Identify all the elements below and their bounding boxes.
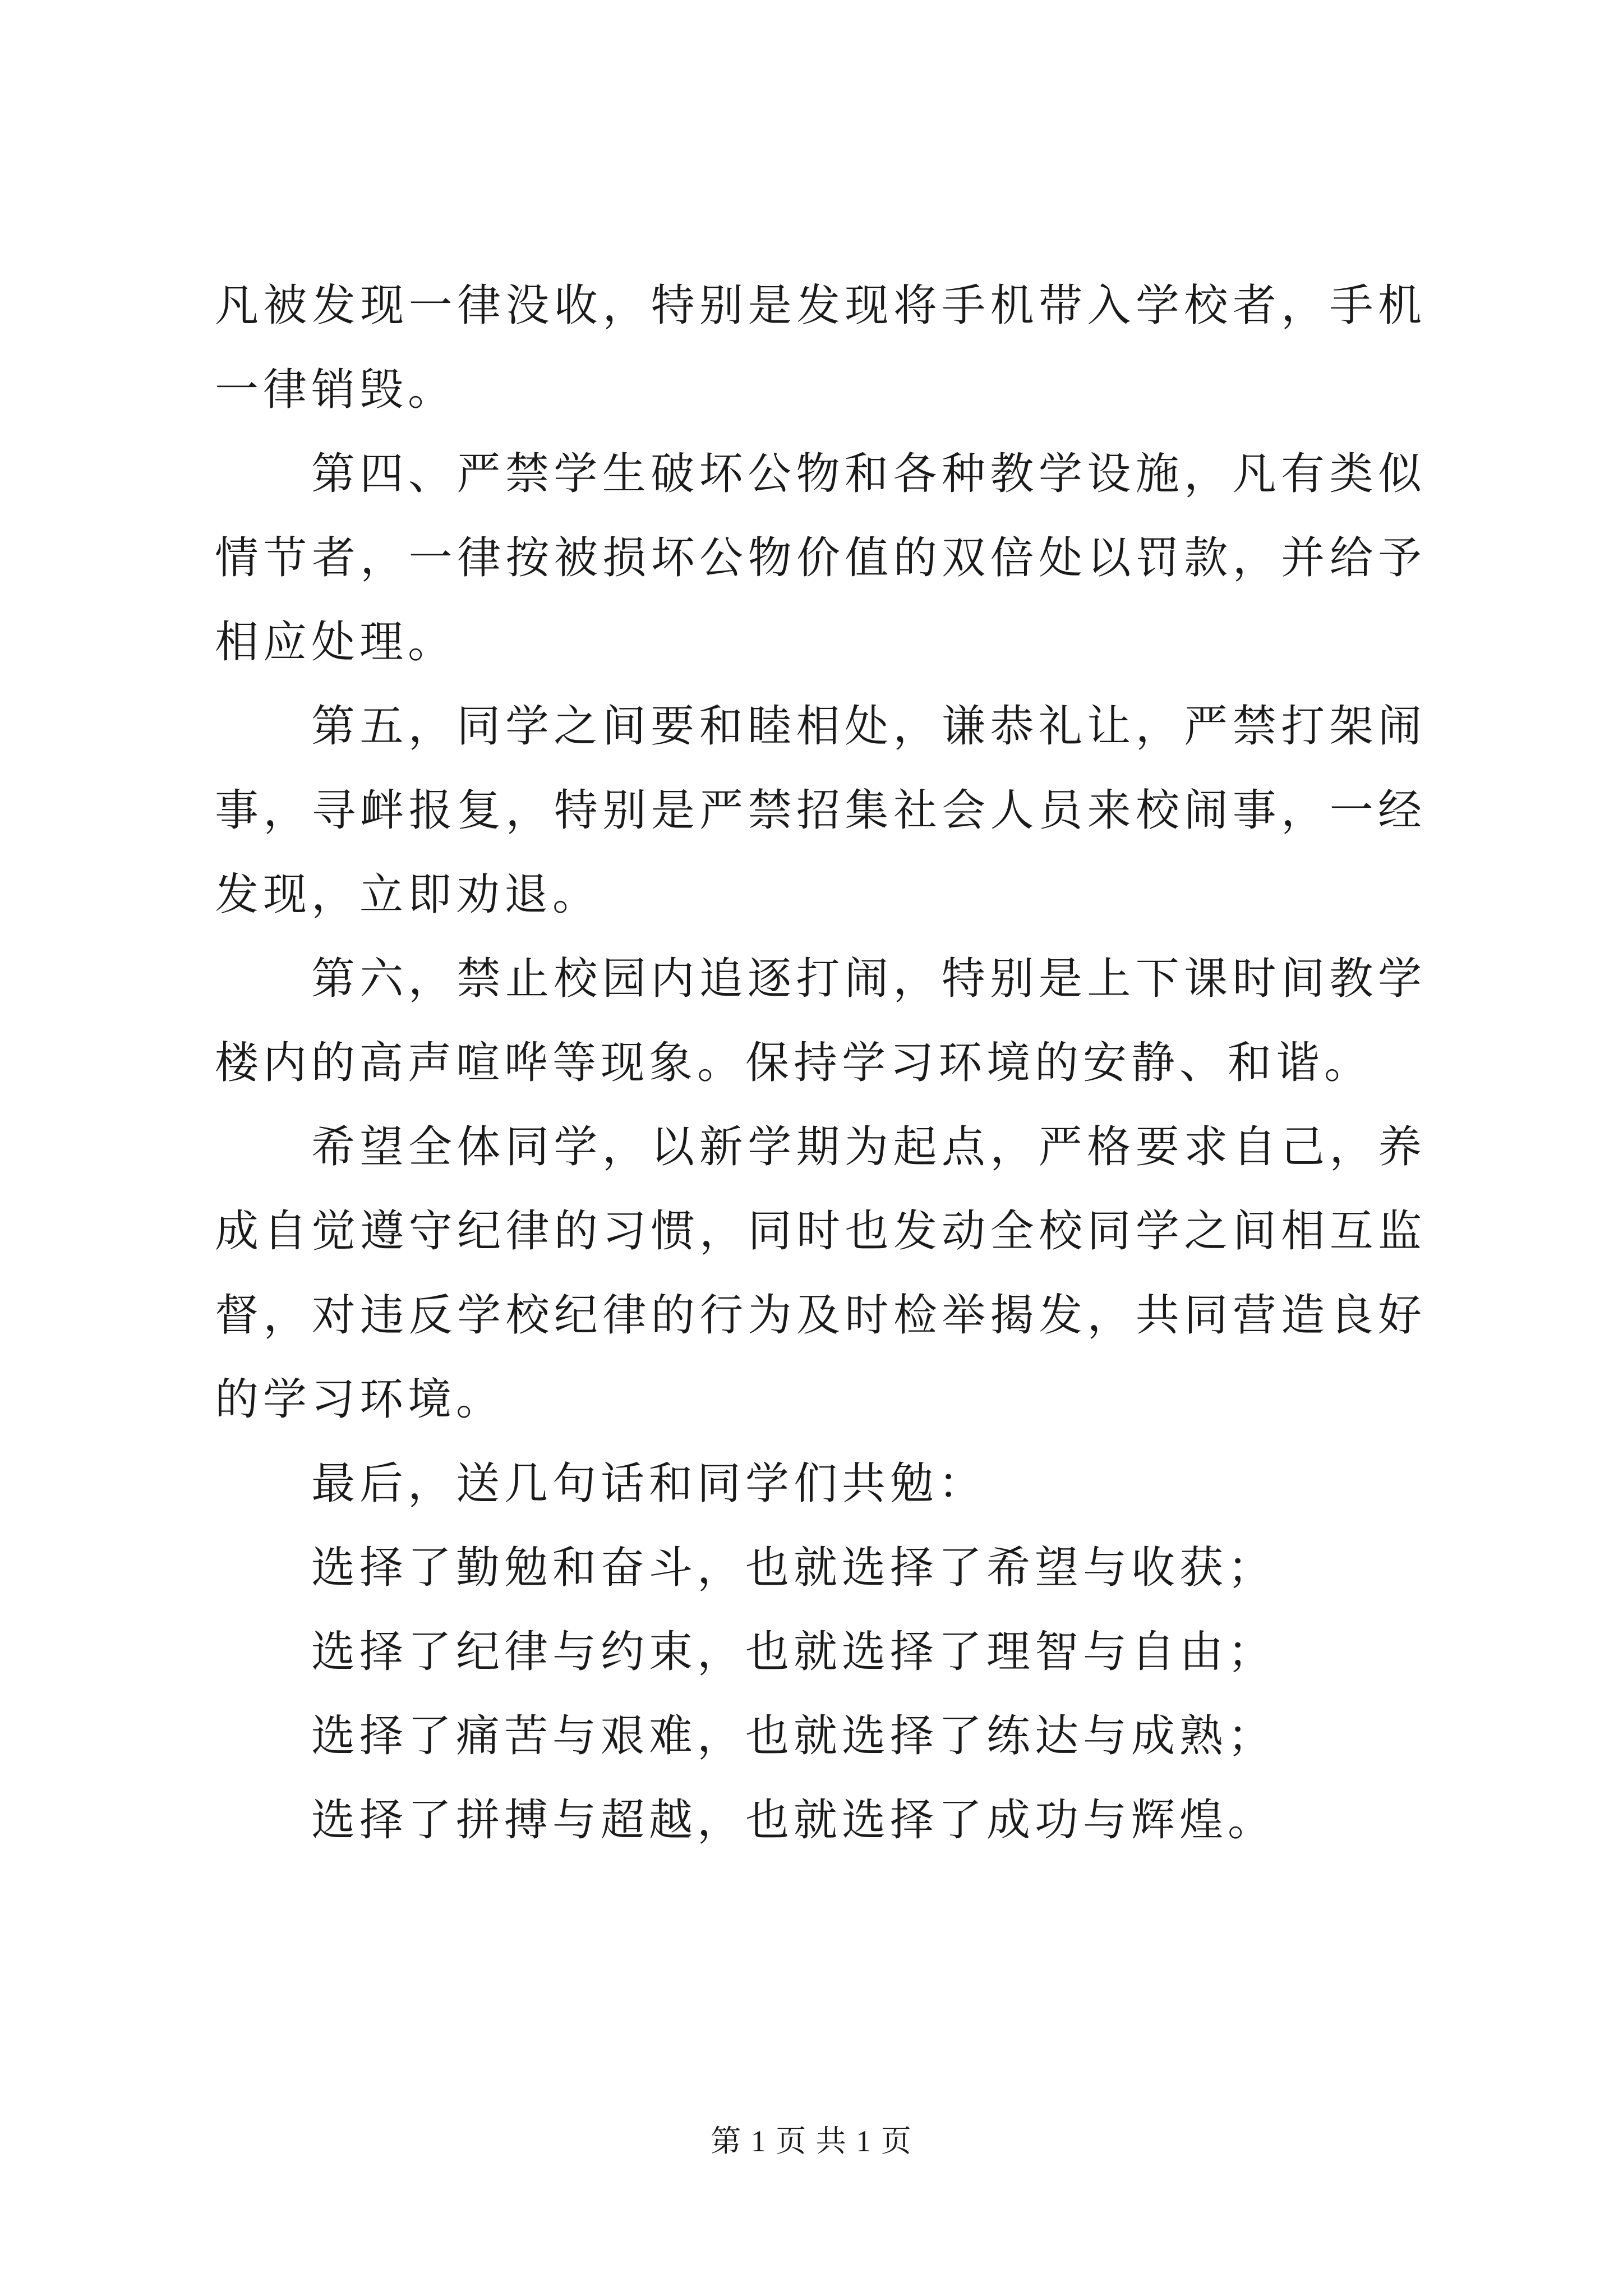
page-number-label: 第 1 页 共 1 页 [711, 2124, 912, 2158]
paragraph-rule-four: 第四、严禁学生破坏公物和各种教学设施，凡有类似情节者，一律按被损坏公物价值的双倍处以罚款，并给予相应处理。 [215, 449, 1426, 668]
paragraph-rule-five: 第五，同学之间要和睦相处，谦恭礼让，严禁打架闹事，寻衅报复，特别是严禁招集社会人员来校闹事，一经发现，立即劝退。 [215, 701, 1426, 920]
paragraph-closing-intro: 最后，送几句话和同学们共勉： [311, 1458, 987, 1509]
paragraph-hope: 希望全体同学，以新学期为起点，严格要求自己，养成自觉遵守纪律的习惯，同时也发动全校同学之间相互监督，对违反学校纪律的行为及时检举揭发，共同营造良好的学习环境。 [215, 1122, 1426, 1425]
paragraph-continuation: 凡被发现一律没收，特别是发现将手机带入学校者，手机一律销毁。 [215, 280, 1426, 415]
document-body [215, 264, 1426, 1862]
paragraph-rule-six: 第六，禁止校园内追逐打闹，特别是上下课时间教学楼内的高声喧哗等现象。保持学习环境的安静、和谐。 [215, 954, 1426, 1088]
page-footer [0, 2122, 1623, 2161]
motto-line-2: 选择了纪律与约束，也就选择了理智与自由； [311, 1627, 1276, 1677]
motto-line-3: 选择了痛苦与艰难，也就选择了练达与成熟； [311, 1711, 1276, 1761]
motto-line-4: 选择了拼搏与超越，也就选择了成功与辉煌。 [311, 1795, 1276, 1846]
motto-line-1: 选择了勤勉和奋斗，也就选择了希望与收获； [311, 1543, 1276, 1593]
